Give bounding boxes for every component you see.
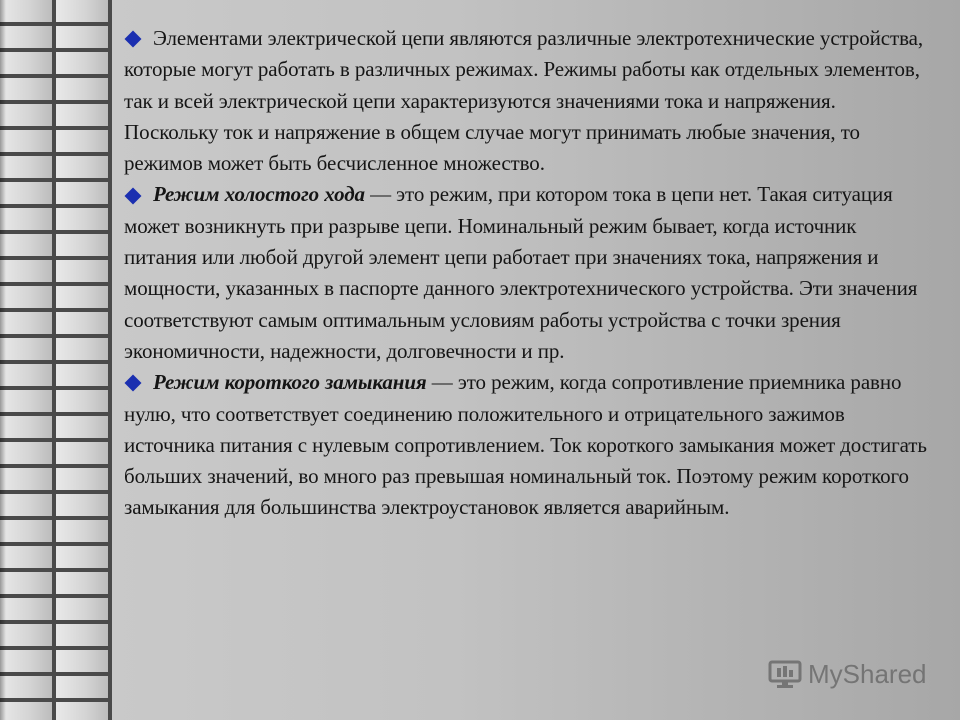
brick-wall-decoration xyxy=(0,0,112,720)
diamond-bullet-icon xyxy=(125,31,142,48)
watermark-text: MyShared xyxy=(808,658,927,689)
paragraph-text: Элементами электрической цепи являются различные электротехнические устройства, которые могут работать в различных режимах. Режимы работы как отдельных элементов, так и всей электрической цепи характеризуются значениями тока и напряжения. Поскольку ток и напряжение в общем случае могут принимать любые значения, то режимов может быть бесчисленное множество. xyxy=(124,26,924,176)
paragraph-short-circuit xyxy=(124,367,934,523)
paragraph-text: — это режим, когда сопротивление приемника равно нулю, что соответствует соединению положительного и отрицательного зажимов источника питания с нулевым сопротивлением. Ток короткого замыкания может достигать больших значений, во много раз превышая номинальный ток. Поэтому режим короткого замыкания для большинства электроустановок является аварийным. xyxy=(124,370,927,520)
watermark xyxy=(768,656,927,692)
diamond-bullet-icon xyxy=(125,375,142,392)
term-heading: Режим короткого замыкания xyxy=(153,370,427,395)
term-heading: Режим холостого хода xyxy=(153,182,365,207)
slide-text-body xyxy=(124,23,934,524)
paragraph-idle-mode xyxy=(124,179,934,367)
paragraph-intro xyxy=(124,23,934,179)
diamond-bullet-icon xyxy=(125,187,142,204)
myshared-logo-icon xyxy=(768,659,802,689)
paragraph-text: — это режим, при котором тока в цепи нет. Такая ситуация может возникнуть при разрыве цепи. Номинальный режим бывает, когда источник питания или любой другой элемент цепи работает при значениях тока, напряжения и мощности, указанных в паспорте данного электротехнического устройства. Эти значения соответствуют самым оптимальным условиям работы устройства с точки зрения экономичности, надежности, долговечности и пр. xyxy=(124,182,918,363)
